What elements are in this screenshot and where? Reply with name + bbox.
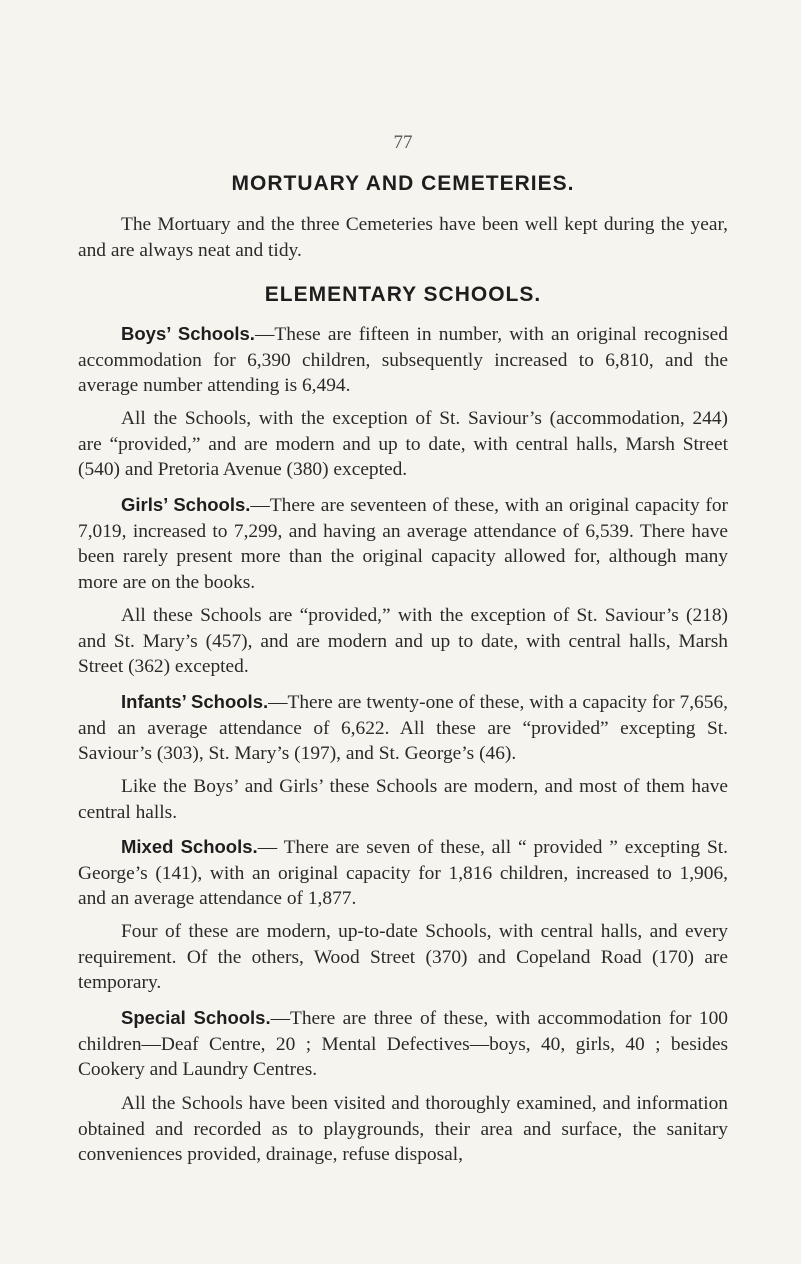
mixed-modern-text: Four of these are modern, up-to-date Schools, with central halls, and every requirement. Of the others, Wood Street (370) and Copeland Road (170) are temporary. [78, 921, 728, 993]
paragraph-mortuary [78, 212, 728, 263]
infants-lead: Infants’ Schools. [121, 691, 269, 712]
paragraph-infants [78, 689, 728, 767]
girls-text: —There are seventeen of these, with an original capacity for 7,019, increased to 7,299, and having an average attendance of 6,539. There have been rarely present more than the original capacity allowed for, although many more are on the books. [78, 495, 728, 593]
heading-mortuary: MORTUARY AND CEMETERIES. [231, 172, 575, 195]
special-lead: Special Schools. [121, 1007, 271, 1028]
visited-text: All the Schools have been visited and thoroughly examined, and information obtained and recorded as to playgrounds, their area and surface, the sanitary conveniences provided, drainage, refuse disposal, [78, 1093, 728, 1165]
boys-provided-text: All the Schools, with the exception of St. Saviour’s (accommodation, 244) are “provided,” and are modern and up to date, with central halls, Marsh Street (540) and Pretoria Avenue (380) excepted. [78, 408, 728, 480]
paragraph-mixed [78, 834, 728, 912]
infants-modern-text: Like the Boys’ and Girls’ these Schools are modern, and most of them have central halls. [78, 776, 728, 823]
mixed-text: — There are seven of these, all “ provided ” excepting St. George’s (141), with an original capacity for 1,816 children, increased to 1,906, and an average attendance of 1,877. [78, 837, 728, 909]
paragraph-girls-provided [78, 603, 728, 680]
paragraph-girls [78, 492, 728, 595]
heading-elementary-schools: ELEMENTARY SCHOOLS. [264, 283, 542, 306]
infants-text: —There are twenty-one of these, with a capacity for 7,656, and an average attendance of 6,622. All these are “provided” excepting St. Saviour’s (303), St. Mary’s (197), and St. George’s (46). [78, 692, 728, 764]
mixed-lead: Mixed Schools. [121, 836, 258, 857]
boys-text: —These are fifteen in number, with an original recognised accommodation for 6,390 children, subsequently increased to 6,810, and the average number attending is 6,494. [78, 324, 728, 396]
boys-lead: Boys’ Schools. [121, 323, 255, 344]
mortuary-text: The Mortuary and the three Cemeteries have been well kept during the year, and are always neat and tidy. [78, 214, 728, 261]
paragraph-boys-provided [78, 406, 728, 483]
paragraph-special [78, 1005, 728, 1083]
special-text: —There are three of these, with accommodation for 100 children—Deaf Centre, 20 ; Mental Defectives—boys, 40, girls, 40 ; besides Cookery and Laundry Centres. [78, 1008, 728, 1080]
paragraph-boys [78, 321, 728, 399]
paragraph-infants-modern [78, 774, 728, 825]
paragraph-mixed-modern [78, 919, 728, 996]
girls-provided-text: All these Schools are “provided,” with the exception of St. Saviour’s (218) and St. Mary’s (457), and are modern and up to date, with central halls, Marsh Street (362) excepted. [78, 605, 728, 677]
girls-lead: Girls’ Schools. [121, 494, 251, 515]
page-number: 77 [393, 132, 413, 153]
paragraph-visited [78, 1091, 728, 1168]
